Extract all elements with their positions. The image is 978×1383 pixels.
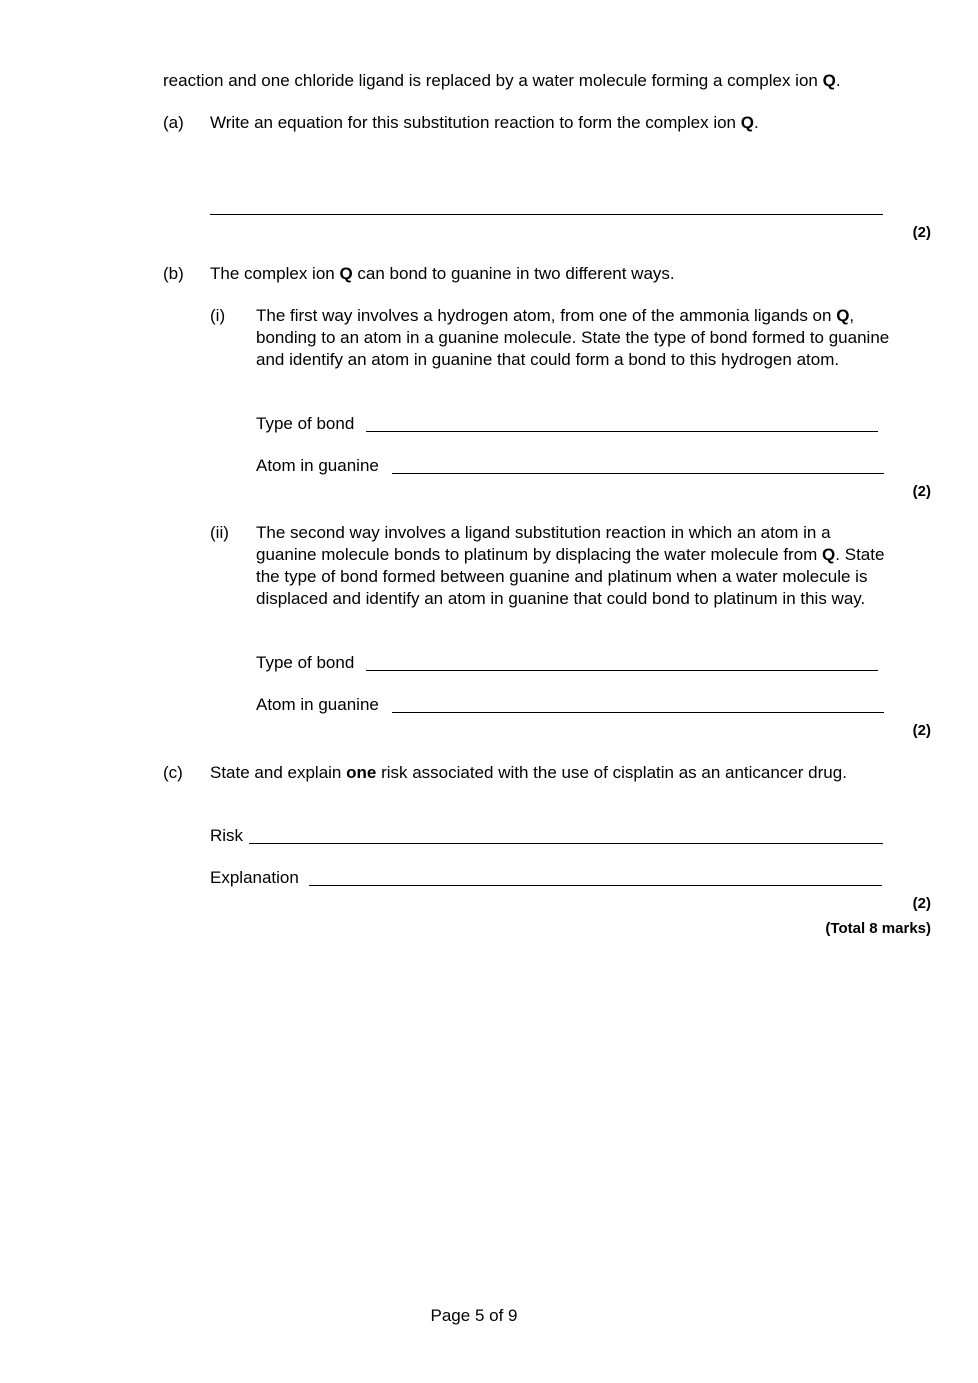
marks-b-i: (2): [912, 483, 931, 500]
b-ii-type-of-bond-label: Type of bond: [256, 653, 355, 672]
answer-line-a[interactable]: [210, 214, 883, 215]
total-marks: (Total 8 marks): [825, 920, 931, 937]
question-b-i-text: The first way involves a hydrogen atom, from one of the ammonia ligands on Q, bonding to an atom in a guanine molecule. State the type of bond formed to guanine and identify an atom in guanine that could form a bond to this hydrogen atom.: [256, 306, 890, 369]
question-a-text: Write an equation for this substitution reaction to form the complex ion Q.: [210, 113, 759, 132]
marks-c: (2): [912, 895, 931, 912]
question-c-text: State and explain one risk associated with the use of cisplatin as an anticancer drug.: [210, 763, 847, 782]
b-ii-atom-in-guanine-line[interactable]: [392, 712, 884, 713]
marks-a: (2): [912, 224, 931, 241]
question-c-label: (c): [163, 763, 183, 782]
page-number: Page 5 of 9: [430, 1306, 518, 1325]
c-risk-label: Risk: [210, 826, 244, 845]
question-b-ii-text: The second way involves a ligand substitution reaction in which an atom in a guanine molecule bonds to platinum by displacing the water molecule from Q. State the type of bond formed between guanine and platinum when a water molecule is displaced and identify an atom in guanine that could bond to platinum in this way.: [256, 523, 885, 608]
intro-text: reaction and one chloride ligand is replaced by a water molecule forming a complex ion Q.: [163, 71, 841, 90]
b-i-type-of-bond-label: Type of bond: [256, 414, 355, 433]
b-ii-type-of-bond-line[interactable]: [366, 670, 878, 671]
question-b-text: The complex ion Q can bond to guanine in two different ways.: [210, 264, 675, 283]
question-a-label: (a): [163, 113, 184, 132]
b-i-atom-in-guanine-label: Atom in guanine: [256, 456, 379, 475]
b-ii-atom-in-guanine-label: Atom in guanine: [256, 695, 379, 714]
c-explanation-line[interactable]: [309, 885, 882, 886]
b-i-atom-in-guanine-line[interactable]: [392, 473, 884, 474]
question-b-ii-label: (ii): [210, 523, 229, 542]
b-i-type-of-bond-line[interactable]: [366, 431, 878, 432]
question-b-i-label: (i): [210, 306, 226, 325]
marks-b-ii: (2): [912, 722, 931, 739]
c-risk-line[interactable]: [249, 843, 883, 844]
c-explanation-label: Explanation: [210, 868, 299, 887]
question-b-label: (b): [163, 264, 184, 283]
